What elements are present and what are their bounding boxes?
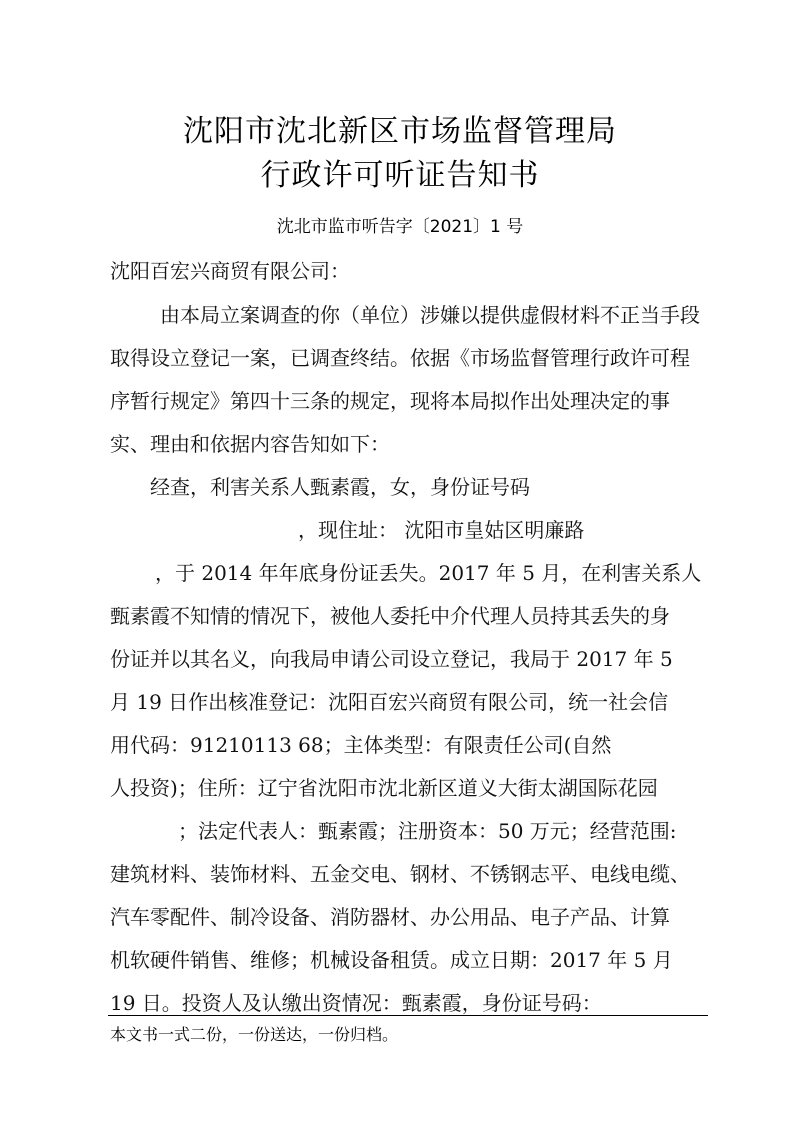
body-line: 机软硬件销售、维修；机械设备租赁。成立日期：2017 年 5 月 — [110, 948, 673, 972]
body-line: ；法定代表人：甄素霞；注册资本：50 万元；经营范围: — [178, 819, 677, 843]
body-line: 建筑材料、装饰材料、五金交电、钢材、不锈钢志平、电线电缆、 — [110, 862, 690, 886]
addressee: 沈阳百宏兴商贸有限公司： — [110, 259, 350, 283]
body-line: 甄素霞不知情的情况下，被他人委托中介代理人员持其丢失的身 — [110, 604, 670, 628]
body-line: 由本局立案调查的你（单位）涉嫌以提供虚假材料不正当手段 — [160, 303, 700, 327]
body-line: 经查，利害关系人甄素霞，女，身份证号码 — [150, 475, 530, 499]
body-line: ，于 2014 年年底身份证丢失。2017 年 5 月，在利害关系人 — [155, 561, 702, 585]
body-line: 实、理由和依据内容告知如下： — [110, 432, 390, 456]
footer-note: 本文书一式二份，一份送达，一份归档。 — [110, 1025, 399, 1044]
body-line: 份证并以其名义，向我局申请公司设立登记，我局于 2017 年 5 — [110, 647, 673, 671]
body-line: 人投资)；住所：辽宁省沈阳市沈北新区道义大街太湖国际花园 — [110, 776, 658, 800]
body-line: ，现住址： 沈阳市皇姑区明廉路 — [298, 518, 585, 542]
document-title-type: 行政许可听证告知书 — [260, 158, 540, 193]
body-line: 月 19 日作出核准登记：沈阳百宏兴商贸有限公司，统一社会信 — [110, 690, 669, 714]
body-line: 19 日。投资人及认缴出资情况：甄素霞，身份证号码： — [110, 991, 602, 1015]
document-number: 沈北市监市听告字〔2021〕1 号 — [276, 217, 524, 237]
body-line: 取得设立登记一案，已调查终结。依据《市场监督管理行政许可程 — [110, 346, 690, 370]
body-line: 序暂行规定》第四十三条的规定，现将本局拟作出处理决定的事 — [110, 389, 670, 413]
document-title-agency: 沈阳市沈北新区市场监督管理局 — [183, 114, 617, 149]
body-line: 用代码：91210113 68；主体类型：有限责任公司(自然 — [110, 733, 612, 757]
footer-divider — [108, 1015, 708, 1016]
body-line: 汽车零配件、制冷设备、消防器材、办公用品、电子产品、计算 — [110, 905, 670, 929]
